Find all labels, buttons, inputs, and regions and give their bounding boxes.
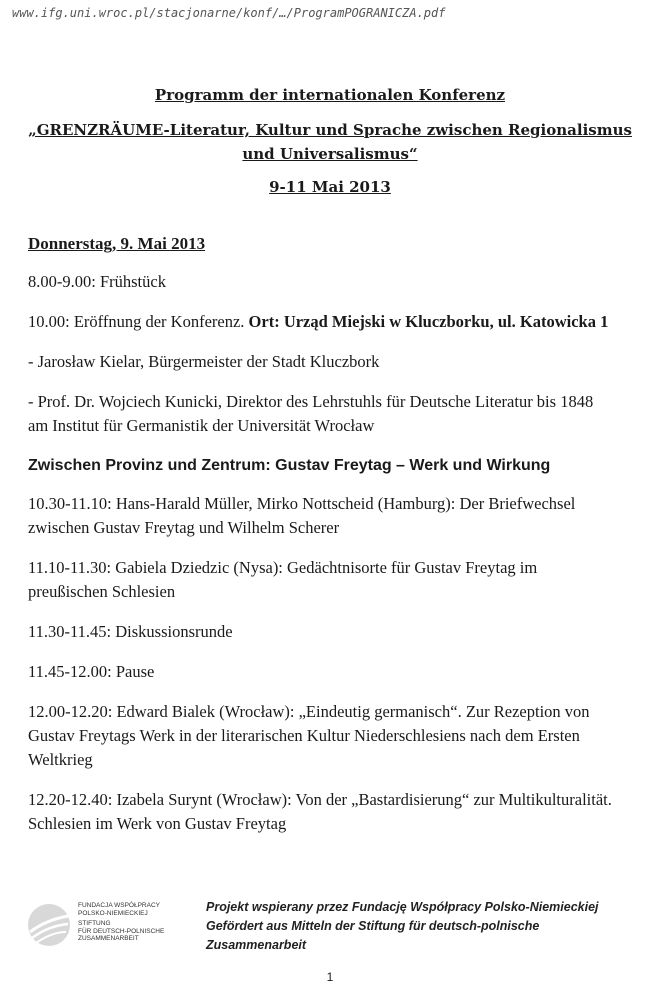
opening-text: 10.00: Eröffnung der Konferenz. [28, 312, 249, 331]
source-url: www.ifg.uni.wroc.pl/stacjonarne/konf/…/ProgramPOGRANICZA.pdf [12, 6, 446, 20]
org-line-1: FUNDACJA WSPÓŁPRACY [78, 902, 160, 909]
conference-title [0, 118, 660, 166]
funding-line-1: Projekt wspierany przez Fundację Współpracy Polsko-Niemieckiej [206, 900, 599, 914]
item-talk-1: 10.30-11.10: Hans-Harald Müller, Mirko Nottscheid (Hamburg): Der Briefwechsel zwischen Gustav Freytag und Wilhelm Scherer [28, 494, 576, 537]
item-opening [28, 310, 612, 334]
foundation-name [78, 902, 164, 943]
document-header [0, 86, 660, 196]
program-content [28, 232, 612, 852]
conference-date: 9-11 Mai 2013 [269, 178, 391, 196]
item-talk-2: 11.10-11.30: Gabiela Dziedzic (Nysa): Gedächtnisorte für Gustav Freytag im preußischen Schlesien [28, 558, 538, 601]
item-talk-4: 12.20-12.40: Izabela Surynt (Wrocław): Von der „Bastardisierung“ zur Multikulturalität. Schlesien im Werk von Gustav Freytag [28, 790, 612, 833]
title-line-2: und Universalismus“ [242, 145, 418, 163]
title-line-1: „GRENZRÄUME-Literatur, Kultur und Sprache zwischen Regionalismus [28, 121, 632, 139]
org-line-5: ZUSAMMENARBEIT [78, 935, 139, 942]
item-discussion: 11.30-11.45: Diskussionsrunde [28, 622, 233, 641]
page-number: 1 [326, 970, 334, 984]
org-line-2: POLSKO-NIEMIECKIEJ [78, 909, 148, 917]
org-line-4: FÜR DEUTSCH-POLNISCHE [78, 927, 165, 935]
program-heading: Programm der internationalen Konferenz [154, 86, 506, 104]
funding-line-3: Zusammenarbeit [206, 938, 307, 952]
item-talk-3: 12.00-12.20: Edward Bialek (Wrocław): „Eindeutig germanisch“. Zur Rezeption von Gustav Freytags Werk in der literarischen Kultur Niederschlesiens nach dem Ersten Weltkrieg [28, 702, 590, 769]
org-line-3: STIFTUNG [78, 920, 111, 927]
item-breakfast: 8.00-9.00: Frühstück [28, 272, 166, 291]
foundation-logo-icon [26, 902, 72, 948]
opening-location: Ort: Urząd Miejski w Kluczborku, ul. Katowicka 1 [248, 312, 609, 331]
footer [26, 898, 636, 958]
funding-line-2: Gefördert aus Mitteln der Stiftung für deutsch-polnische [206, 919, 540, 933]
item-speaker-2: - Prof. Dr. Wojciech Kunicki, Direktor des Lehrstuhls für Deutsche Literatur bis 1848 am Institut für Germanistik der Universität Wrocław [28, 392, 594, 435]
section-heading: Zwischen Provinz und Zentrum: Gustav Freytag – Werk und Wirkung [28, 457, 551, 474]
day-heading: Donnerstag, 9. Mai 2013 [28, 234, 206, 253]
funding-note [206, 898, 599, 955]
item-pause: 11.45-12.00: Pause [28, 662, 155, 681]
item-speaker-1: - Jarosław Kielar, Bürgermeister der Stadt Kluczbork [28, 352, 380, 371]
